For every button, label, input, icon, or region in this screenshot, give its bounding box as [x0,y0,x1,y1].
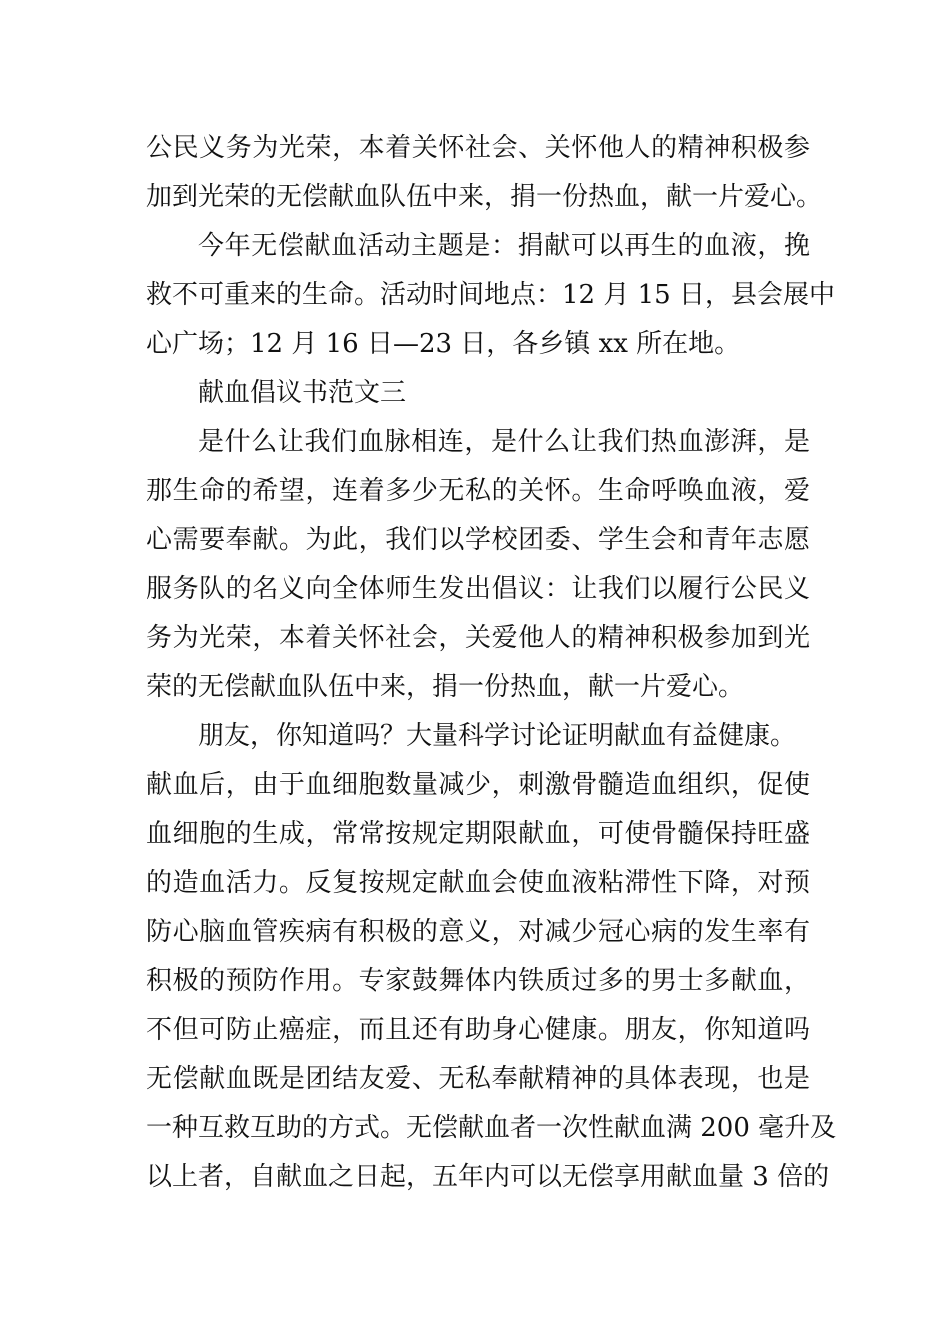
document-body [146,124,837,1202]
text-line: 以上者，自献血之日起，五年内可以无偿享用献血量 3 倍的 [146,1162,830,1192]
section-heading: 献血倡议书范文三 [198,378,407,408]
text-line: 那生命的希望，连着多少无私的关怀。生命呼唤血液，爱 [146,476,810,506]
text-line: 服务队的名义向全体师生发出倡议：让我们以履行公民义 [146,574,810,604]
text-line: 心广场；12 月 16 日—23 日，各乡镇 xx 所在地。 [146,329,741,359]
text-line: 献血后，由于血细胞数量减少，刺激骨髓造血组织，促使 [146,770,810,800]
text-line: 血细胞的生成，常常按规定期限献血，可使骨髓保持旺盛 [146,819,810,849]
paragraph-first-line: 朋友，你知道吗？大量科学讨论证明献血有益健康。 [198,721,797,751]
text-line: 防心脑血管疾病有积极的意义，对减少冠心病的发生率有 [146,917,810,947]
paragraph-first-line: 是什么让我们血脉相连，是什么让我们热血澎湃，是 [198,427,810,457]
text-line: 救不可重来的生命。活动时间地点：12 月 15 日，县会展中 [146,280,835,310]
text-line: 无偿献血既是团结友爱、无私奉献精神的具体表现，也是 [146,1064,810,1094]
text-line: 荣的无偿献血队伍中来，捐一份热血，献一片爱心。 [146,672,745,702]
text-line: 加到光荣的无偿献血队伍中来，捐一份热血，献一片爱心。 [146,182,823,212]
text-line: 的造血活力。反复按规定献血会使血液粘滞性下降，对预 [146,868,810,898]
text-line: 公民义务为光荣，本着关怀社会、关怀他人的精神积极参 [146,133,810,163]
text-line: 积极的预防作用。专家鼓舞体内铁质过多的男士多献血， [146,966,810,996]
text-line: 一种互救互助的方式。无偿献血者一次性献血满 200 毫升及 [146,1113,837,1143]
text-line: 不但可防止癌症，而且还有助身心健康。朋友，你知道吗 [146,1015,810,1045]
paragraph-first-line: 今年无偿献血活动主题是：捐献可以再生的血液，挽 [198,231,810,261]
text-line: 心需要奉献。为此，我们以学校团委、学生会和青年志愿 [146,525,810,555]
text-line: 务为光荣，本着关怀社会，关爱他人的精神积极参加到光 [146,623,810,653]
